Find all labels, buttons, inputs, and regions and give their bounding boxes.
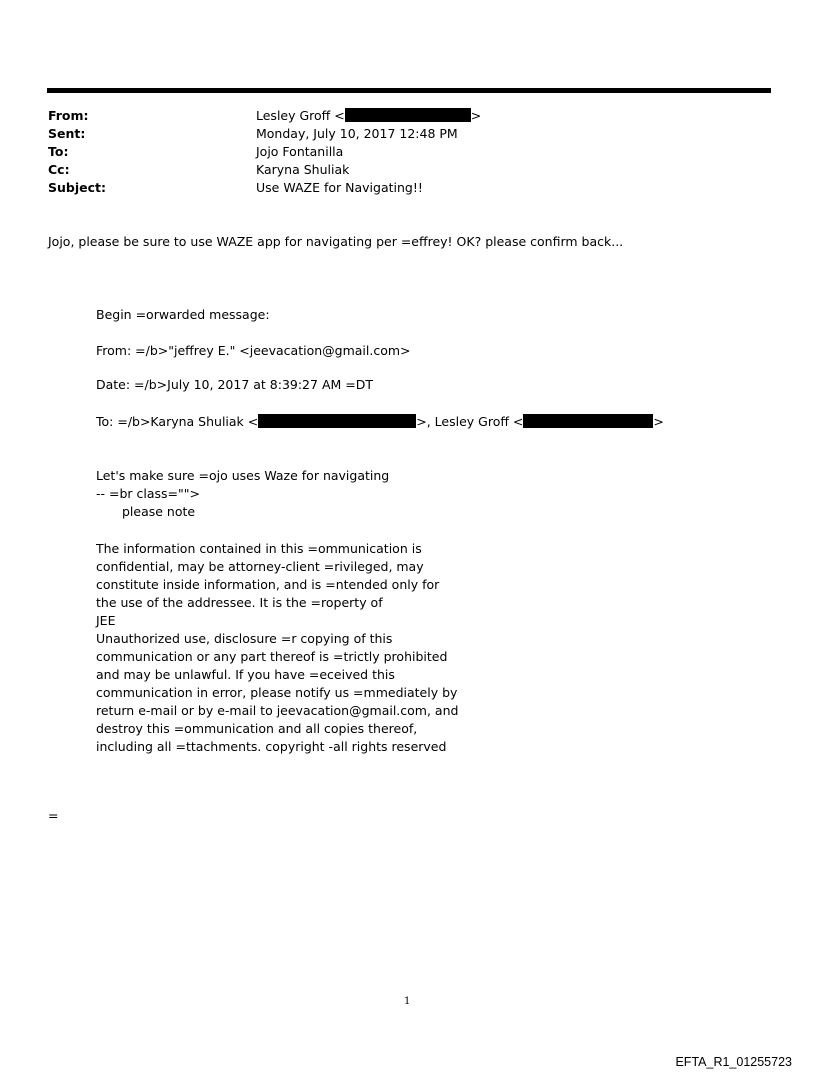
- cc-label: Cc:: [48, 162, 70, 177]
- forward-to: [96, 413, 664, 431]
- subject-value: Use WAZE for Navigating!!: [256, 180, 423, 195]
- message-line: -- =br class="">: [96, 486, 200, 501]
- from-value: [256, 107, 481, 125]
- intro-text: Jojo, please be sure to use WAZE app for navigating per =effrey! OK? please confirm back...: [48, 234, 624, 249]
- to-label: To:: [48, 144, 69, 159]
- disclaimer-line: Unauthorized use, disclosure =r copying of this: [96, 631, 393, 646]
- disclaimer-line: The information contained in this =ommunication is: [96, 541, 422, 556]
- forward-from: From: =/b>"jeffrey E." <jeevacation@gmail.com>: [96, 343, 411, 358]
- page-number: 1: [404, 996, 411, 1007]
- redacted-email: [523, 414, 653, 428]
- disclaimer-line: confidential, may be attorney-client =rivileged, may: [96, 559, 424, 574]
- confidentiality-disclaimer: [96, 540, 458, 756]
- to-value: Jojo Fontanilla: [256, 144, 344, 159]
- disclaimer-line: communication in error, please notify us =mmediately by: [96, 685, 458, 700]
- forward-begin: Begin =orwarded message:: [96, 307, 270, 322]
- disclaimer-line: JEE: [96, 613, 116, 628]
- disclaimer-line: communication or any part thereof is =trictly prohibited: [96, 649, 448, 664]
- disclaimer-line: constitute inside information, and is =ntended only for: [96, 577, 440, 592]
- forward-date: Date: =/b>July 10, 2017 at 8:39:27 AM =DT: [96, 377, 373, 392]
- from-name: Lesley Groff <: [256, 108, 345, 123]
- disclaimer-line: return e-mail or by e-mail to jeevacation@gmail.com, and: [96, 703, 459, 718]
- forward-to-suffix: >: [653, 414, 664, 429]
- message-line: please note: [122, 504, 196, 519]
- trailing-character: =: [48, 808, 59, 823]
- message-line: Let's make sure =ojo uses Waze for navigating: [96, 468, 390, 483]
- header-rule: [47, 88, 771, 93]
- cc-value: Karyna Shuliak: [256, 162, 350, 177]
- disclaimer-line: destroy this =ommunication and all copies thereof,: [96, 721, 418, 736]
- sent-label: Sent:: [48, 126, 86, 141]
- subject-label: Subject:: [48, 180, 106, 195]
- forward-to-middle: >, Lesley Groff <: [416, 414, 524, 429]
- disclaimer-line: and may be unlawful. If you have =eceived this: [96, 667, 395, 682]
- forward-to-prefix: To: =/b>Karyna Shuliak <: [96, 414, 259, 429]
- from-label: From:: [48, 108, 89, 123]
- redacted-email: [258, 414, 416, 428]
- from-close: >: [470, 108, 482, 123]
- disclaimer-line: the use of the addressee. It is the =roperty of: [96, 595, 383, 610]
- document-id: EFTA_R1_01255723: [675, 1055, 792, 1069]
- sent-value: Monday, July 10, 2017 12:48 PM: [256, 126, 458, 141]
- disclaimer-line: including all =ttachments. copyright -all rights reserved: [96, 739, 447, 754]
- redacted-email: [345, 108, 471, 122]
